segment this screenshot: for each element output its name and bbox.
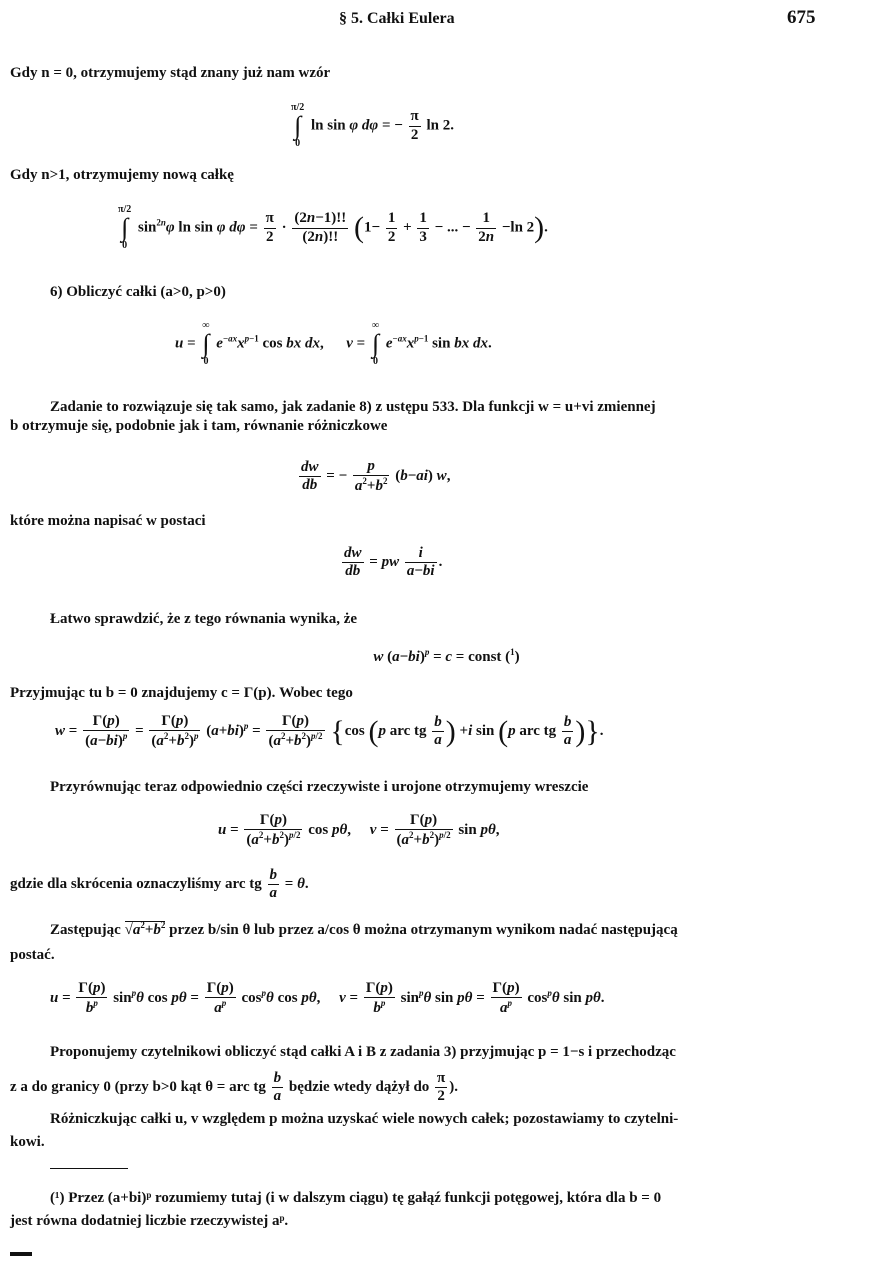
equation-dw-db-alt: $\frac{dw}{db}$ = pw $\frac{i}{a-bi}$ . xyxy=(344,545,443,580)
equation-u-v-result: u = $\frac{\Gamma(p)}{(a^2+b^2)^{p/2}}$ cos pθ, v = $\frac{\Gamma(p)}{(a^2+b^2)^{p/2}}$ sin pθ, xyxy=(218,812,500,849)
paragraph: Proponujemy czytelnikowi obliczyć stąd całki A i B z zadania 3) przyjmując p = 1−s i przechodząc xyxy=(50,1044,676,1060)
equation-sin2n: π/2 ∫ 0 $\sin^{2n}\varphi$ ln sin φ dφ = $\frac{\pi}{2}$ · $\frac{(2n-1)!!}{(2n)!!}$ (1− $\frac{1}{2}$ + $\frac{1}{3}$ − ... − $\frac{1}{2n}$ −ln 2). xyxy=(118,204,548,251)
paragraph: Przyrównując teraz odpowiednio części rzeczywiste i urojone otrzymujemy wreszcie xyxy=(50,779,589,795)
footnote-rule xyxy=(50,1168,128,1169)
paragraph: Przyjmując tu b = 0 znajdujemy c = Γ(p). Wobec tego xyxy=(10,685,353,701)
equation-const: w $(a-bi)^p = c$ = const ($^1$) xyxy=(373,647,520,665)
paragraph: Zastępując $√a^2+b^2$ przez b/sin θ lub przez a/cos θ można otrzymanym wynikom nadać następującą xyxy=(50,920,678,938)
equation-w: w = $\frac{\Gamma(p)}{(a-bi)^p}$ = $\frac{\Gamma(p)}{(a^2+b^2)^p}$ $(a+bi)^p$ = $\frac{\Gamma(p)}{(a^2+b^2)^{p/2}}$ {cos (p arc tg $\frac{b}{a}$ ) +i sin (p arc tg $\frac{b}{a}$ )}. xyxy=(55,713,604,750)
print-mark xyxy=(10,1252,32,1256)
equation-dw-db: $\frac{dw}{db}$ = − $\frac{p}{a^2+b^2}$ (b−ai) w, xyxy=(301,458,451,495)
paragraph: Różniczkując całki u, v względem p można uzyskać wiele nowych całek; pozostawiamy to czytelni- xyxy=(50,1111,679,1127)
equation-final: u = $\frac{\Gamma(p)}{b^p}$ $\sin^p\theta$ cos pθ = $\frac{\Gamma(p)}{a^p}$ $\cos^p\theta$ cos pθ, v = $\frac{\Gamma(p)}{b^p}$ $\sin^p\theta$ sin pθ = $\frac{\Gamma(p)}{a^p}$ $\cos^p\theta$ sin pθ. xyxy=(50,980,605,1017)
definition-theta: gdzie dla skrócenia oznaczyliśmy arc tg $\frac{b}{a}$ = θ. xyxy=(10,867,309,902)
equation-uv-def: u = ∞ ∫ 0 $e^{-ax}x^{p-1}$ cos bx dx, v = ∞ ∫ 0 $e^{-ax}x^{p-1}$ sin bx dx. xyxy=(175,320,492,367)
paragraph: Gdy n = 0, otrzymujemy stąd znany już nam wzór xyxy=(10,65,331,81)
paragraph: które można napisać w postaci xyxy=(10,513,206,529)
paragraph: 6) Obliczyć całki (a>0, p>0) xyxy=(50,284,226,300)
paragraph: z a do granicy 0 (przy b>0 kąt θ = arc tg $\frac{b}{a}$ będzie wtedy dążył do $\frac{\pi}{2}$ ). xyxy=(10,1070,459,1105)
paragraph: Łatwo sprawdzić, że z tego równania wynika, że xyxy=(50,611,358,627)
footnote: jest równa dodatniej liczbie rzeczywistej aᵖ. xyxy=(10,1213,289,1229)
page-number: 675 xyxy=(787,7,816,28)
running-title: § 5. Całki Eulera xyxy=(339,10,455,27)
paragraph: postać. xyxy=(10,947,55,963)
paragraph: Gdy n>1, otrzymujemy nową całkę xyxy=(10,167,234,183)
paragraph: kowi. xyxy=(10,1134,45,1150)
footnote: (¹) Przez (a+bi)ᵖ rozumiemy tutaj (i w dalszym ciągu) tę gałąź funkcji potęgowej, która dla b = 0 xyxy=(50,1190,662,1206)
paragraph: b otrzymuje się, podobnie jak i tam, równanie różniczkowe xyxy=(10,418,388,434)
equation-ln-sin: π/2 ∫ 0 ln sin φ dφ = − $\frac{\pi}{2}$ ln 2. xyxy=(291,102,455,149)
paragraph: Zadanie to rozwiązuje się tak samo, jak zadanie 8) z ustępu 533. Dla funkcji w = u+vi zmiennej xyxy=(50,399,656,415)
